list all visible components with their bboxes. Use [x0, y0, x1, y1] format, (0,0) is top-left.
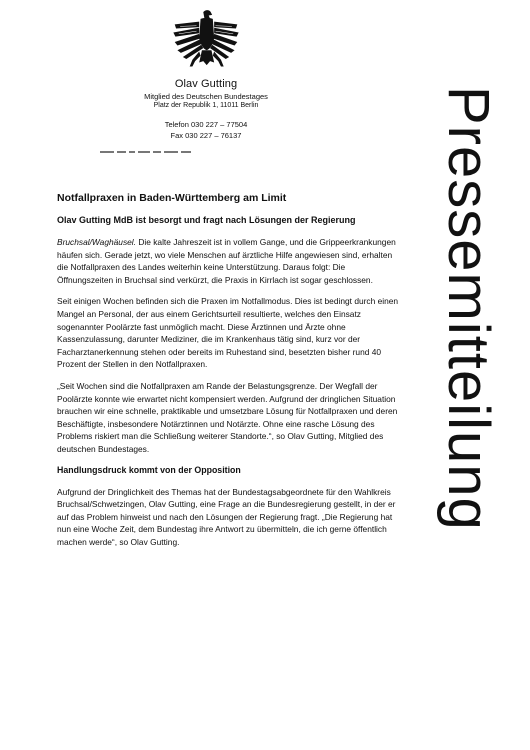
contact-numbers — [60, 119, 352, 141]
paragraph-3-quote: „Seit Wochen sind die Notfallpraxen am Rande der Belastungsgrenze. Der Wegfall der Poolärzte konnte wie erwartet nicht kompensiert werden. Aufgrund der dringlichen Situation brauchen wir eine schnelle, praktikable und umsetzbare Lösung für Notfallpraxen und deren Beschäftigte, insbesondere Notärztinnen und Notärzte. Ohne eine rasche Lösung des Problems riskiert man die Schließung weiterer Standorte.“, so Olav Gutting, Mitglied des deutschen Bundestages. — [57, 380, 398, 454]
article-subheadline: Olav Gutting MdB ist besorgt und fragt nach Lösungen der Regierung — [57, 215, 356, 225]
phone-number: Telefon 030 227 – 77504 — [164, 120, 248, 129]
section-heading: Handlungsdruck kommt von der Opposition — [57, 464, 241, 475]
paragraph-2: Seit einigen Wochen befinden sich die Praxen im Notfallmodus. Dies ist bedingt durch einen Mangel an Personal, der aus einem Gerichtsurteil resultierte, welches den Einsatz sogenannter Poolärzte fast unmöglich macht. Diese Ärztinnen und Ärzte ohne Kassenzulassung, darunter Mediziner, die im Krankenhaus tätig sind, kurz vor der Facharztanerkennung stehen oder bereits im Ruhestand sind, besetzten bisher rund 40 Prozent der Stellen in den Notfallpraxen. — [57, 296, 399, 370]
press-release-vertical-title: Pressemitteilung — [436, 86, 501, 531]
letterhead — [60, 8, 352, 141]
paragraph-1-text: Die kalte Jahreszeit ist in vollem Gange, und die Grippeerkrankungen häufen sich. Gerade jetzt, wo viele Menschen auf ärztliche Hilfe angewiesen sind, erhalten die Notfallpraxen des Landes weiterhin keine Unterstützung. Daraus folgt: Die Öffnungszeiten in Bruchsal sind verkürzt, die Praxis in Kirrlach ist sogar geschlossen. — [57, 237, 396, 285]
representative-name: Olav Gutting — [174, 78, 238, 90]
paragraph-1 — [57, 236, 403, 286]
article-body — [57, 192, 403, 557]
cropped-email-line — [100, 150, 200, 154]
postal-address: Platz der Republik 1, 11011 Berlin — [153, 102, 259, 109]
representative-role: Mitglied des Deutschen Bundestages — [144, 92, 268, 101]
fax-number: Fax 030 227 – 76137 — [170, 131, 242, 140]
article-headline: Notfallpraxen in Baden-Württemberg am Limit — [57, 192, 287, 204]
dateline: Bruchsal/Waghäusel. — [57, 237, 136, 247]
federal-eagle-logo — [172, 8, 240, 72]
paragraph-4: Aufgrund der Dringlichkeit des Themas hat der Bundestagsabgeordnete für den Wahlkreis Bruchsal/Schwetzingen, Olav Gutting, eine Frage an die Bundesregierung gestellt, in der er auf das Problem hinweist und nach den Lösungen der Regierung fragt. „Die Regierung hat nun eine Woche Zeit, dem Bundestag ihre Antwort zu übermitteln, die ich gerne öffentlich machen werde“, so Olav Gutting. — [57, 486, 396, 547]
